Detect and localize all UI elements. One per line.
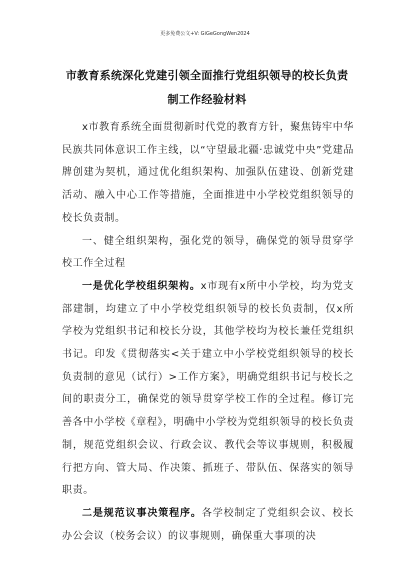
header-note: 更多免费公文+V: GiGeGongWen2024 (160, 31, 250, 37)
document-title (62, 64, 352, 112)
section-heading-text: 一、健全组织架构，强化党的领导，确保党的领导贯穿学校工作全过程 (62, 235, 354, 270)
paragraph-text: x市现有x所中小学校，均为党支部建制，均建立了中小学校党组织领导的校长负责制，仅x所学校为党组织书记和校长分设，其他学校均为校长兼任党组织书记。印发《贯彻落实<关于建立中小学校党组织领导的校长负责制的意见（试行）>工作方案》，明确党组织书记与校长之间的职责分工，确保党的领导贯穿学校工作的全过程。修订完善各中小学校《章程》，明确中小学校为党组织领导的校长负责制，规范党组织会议、行政会议、教代会等议事规则，积极履行把方向、管大局、作决策、抓班子、带队伍、保落实的领导职责。 (62, 280, 354, 497)
paragraph-intro (62, 117, 354, 231)
paragraph-text: 各学校制定了党组织会议、校长办公会议（校务会议）的议事规则，确保重大事项的决 (62, 507, 354, 542)
section-heading-1 (62, 231, 354, 276)
paragraph-lead: 一是优化学校组织架构。 (82, 280, 201, 292)
title-line-1: 市教育系统深化党建引领全面推行党组织领导的校长负责 (65, 69, 349, 82)
document-body (62, 117, 354, 548)
paragraph-lead: 二是规范议事决策程序。 (82, 507, 202, 519)
paragraph-text: x市教育系统全面贯彻新时代党的教育方针，聚焦铸牢中华民族共同体意识工作主线，以“守望最北疆·忠诚党中央”党建品牌创建为契机，通过优化组织架构、加强队伍建设、创新党建活动、融入中心工作等措施，全面推进中小学校党组织领导的校长负责制。 (62, 122, 354, 224)
paragraph-point-1 (62, 276, 354, 503)
paragraph-point-2 (62, 503, 354, 548)
title-line-2: 制工作经验材料 (167, 93, 247, 106)
